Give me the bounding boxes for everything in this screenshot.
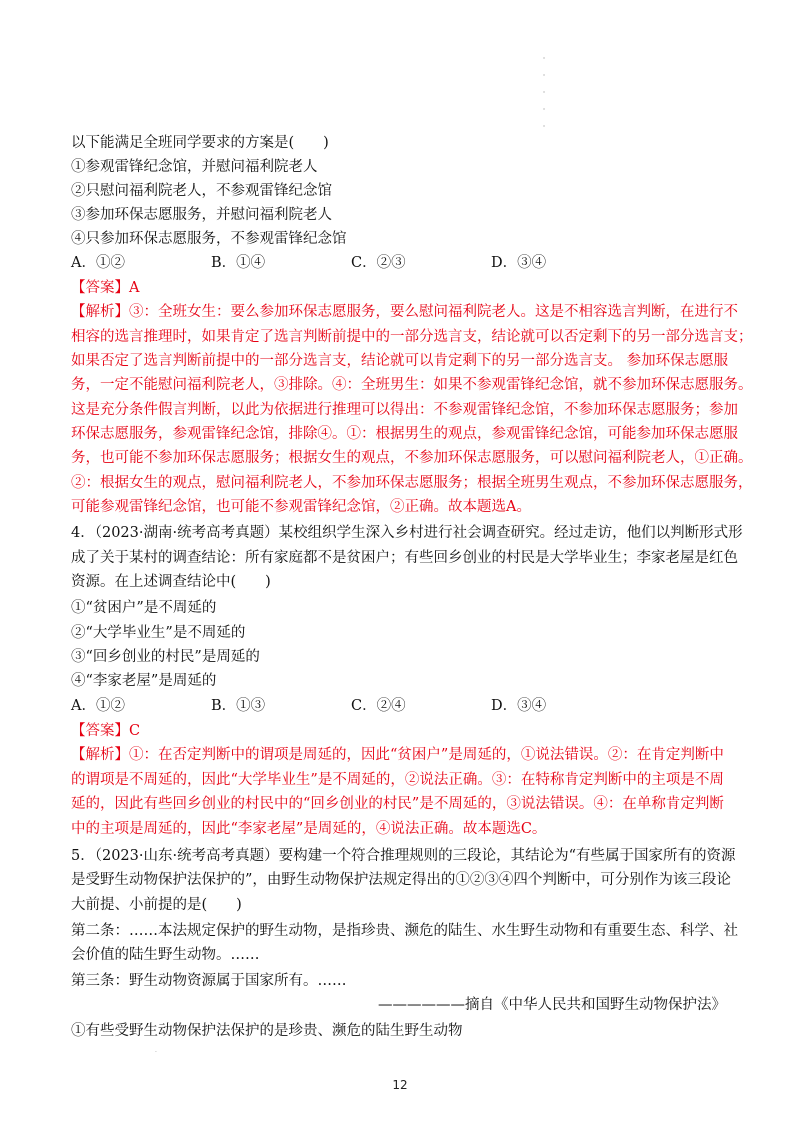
q5-article3: 第三条：野生动物资源属于国家所有。……	[71, 973, 347, 989]
q4-option-b: B．①③	[211, 698, 266, 714]
q3-option-d: D．③④	[491, 255, 547, 271]
q5-article2-line: 第二条：……本法规定保护的野生动物，是指珍贵、濒危的陆生、水生野生动物和有重要生态、科学、社	[71, 923, 738, 939]
q4-statement-4: ④“李家老屋”是周延的	[71, 673, 217, 689]
q3-analysis-line: 可能参观雷锋纪念馆，也可能不参观雷锋纪念馆，②正确。故本题选A。	[71, 499, 531, 515]
q5-source-citation: ——————摘自《中华人民共和国野生动物保护法》	[378, 997, 726, 1013]
q4-analysis-line: 中的主项是周延的，因此“李家老屋”是周延的，④说法正确。故本题选C。	[71, 821, 547, 837]
q3-stem: 以下能满足全班同学要求的方案是( )	[71, 135, 329, 151]
q4-option-c: C．②④	[351, 698, 406, 714]
q4-stem-line: 4．（2023·湖南·统考高考真题）某校组织学生深入乡村进行社会调查研究。经过走访，他们以判断形式形	[71, 525, 743, 541]
q3-answer: 【答案】A	[71, 280, 140, 296]
q3-statement-1: ①参观雷锋纪念馆，并慰问福利院老人	[71, 159, 318, 175]
q3-statement-3: ③参加环保志愿服务，并慰问福利院老人	[71, 207, 332, 223]
page-number: 12	[392, 1078, 408, 1092]
q4-statement-2: ②“大学毕业生”是不周延的	[71, 625, 246, 641]
q4-analysis-line: 的谓项是不周延的，因此“大学毕业生”是不周延的，②说法正确。③：在特称肯定判断中的主项是不周	[71, 772, 724, 788]
q3-options	[71, 251, 546, 275]
q3-option-a: A．①②	[71, 255, 125, 271]
q3-option-c: C．②③	[351, 255, 406, 271]
q4-answer: 【答案】C	[71, 723, 141, 739]
q3-analysis-line: 务，也可能不参加环保志愿服务；根据女生的观点，不参加环保志愿服务，可以慰问福利院老人，①正确。	[71, 450, 753, 466]
header-dot-marks: · · · · ·	[542, 54, 546, 131]
q4-stem-line: 成了关于某村的调查结论：所有家庭都不是贫困户；有些回乡创业的村民是大学毕业生；李家老屋是红色	[71, 550, 738, 566]
q3-analysis-line: 【解析】③：全班女生：要么参加环保志愿服务，要么慰问福利院老人。这是不相容选言判断，在进行不	[71, 304, 738, 320]
q3-option-b: B．①④	[211, 255, 266, 271]
q3-analysis-line: 务，一定不能慰问福利院老人，③排除。④：全班男生：如果不参观雷锋纪念馆，就不参加环保志愿服务。	[71, 377, 753, 393]
q4-options	[71, 694, 546, 718]
q3-analysis-line: 这是充分条件假言判断，以此为依据进行推理可以得出：不参观雷锋纪念馆，不参加环保志愿服务；参加	[71, 402, 738, 418]
q3-analysis-line: 环保志愿服务，参观雷锋纪念馆，排除④。①：根据男生的观点，参观雷锋纪念馆，可能参加环保志愿服	[71, 426, 738, 442]
q4-analysis-line: 【解析】①：在否定判断中的谓项是周延的，因此“贫困户”是周延的，①说法错误。②：在肯定判断中	[71, 747, 724, 763]
q4-statement-3: ③“回乡创业的村民”是周延的	[71, 649, 260, 665]
q5-stem-line: 5．（2023·山东·统考高考真题）要构建一个符合推理规则的三段论，其结论为“有些属于国家所有的资源	[71, 848, 736, 864]
q5-stem-line: 大前提、小前提的是( )	[71, 897, 242, 913]
q4-stem-line: 资源。在上述调查结论中( )	[71, 574, 271, 590]
q3-statement-4: ④只参加环保志愿服务，不参观雷锋纪念馆	[71, 231, 347, 247]
q3-analysis-line: 如果否定了选言判断前提中的一部分选言支，结论就可以肯定剩下的另一部分选言支。 参加环保志愿服	[71, 353, 729, 369]
q4-option-d: D．③④	[491, 698, 547, 714]
q5-statement-1: ①有些受野生动物保护法保护的是珍贵、濒危的陆生野生动物	[71, 1023, 463, 1039]
q5-article2-line: 会价值的陆生野生动物。……	[71, 947, 260, 963]
q4-statement-1: ①“贫困户”是不周延的	[71, 600, 217, 616]
q5-stem-line: 是受野生动物保护法保护的”，由野生动物保护法规定得出的①②③④四个判断中，可分别作为该三段论	[71, 872, 731, 888]
q3-analysis-line: ②：根据女生的观点，慰问福利院老人，不参加环保志愿服务；根据全班男生观点，不参加环保志愿服务，	[71, 475, 753, 491]
q4-option-a: A．①②	[71, 698, 125, 714]
stray-mark: ·	[155, 1049, 157, 1056]
q4-analysis-line: 延的，因此有些回乡创业的村民中的“回乡创业的村民”是不周延的，③说法错误。④：在单称肯定判断	[71, 796, 724, 812]
q3-analysis-line: 相容的选言推理时，如果肯定了选言判断前提中的一部分选言支，结论就可以否定剩下的另一部分选言支；	[71, 329, 753, 345]
q3-statement-2: ②只慰问福利院老人，不参观雷锋纪念馆	[71, 183, 332, 199]
